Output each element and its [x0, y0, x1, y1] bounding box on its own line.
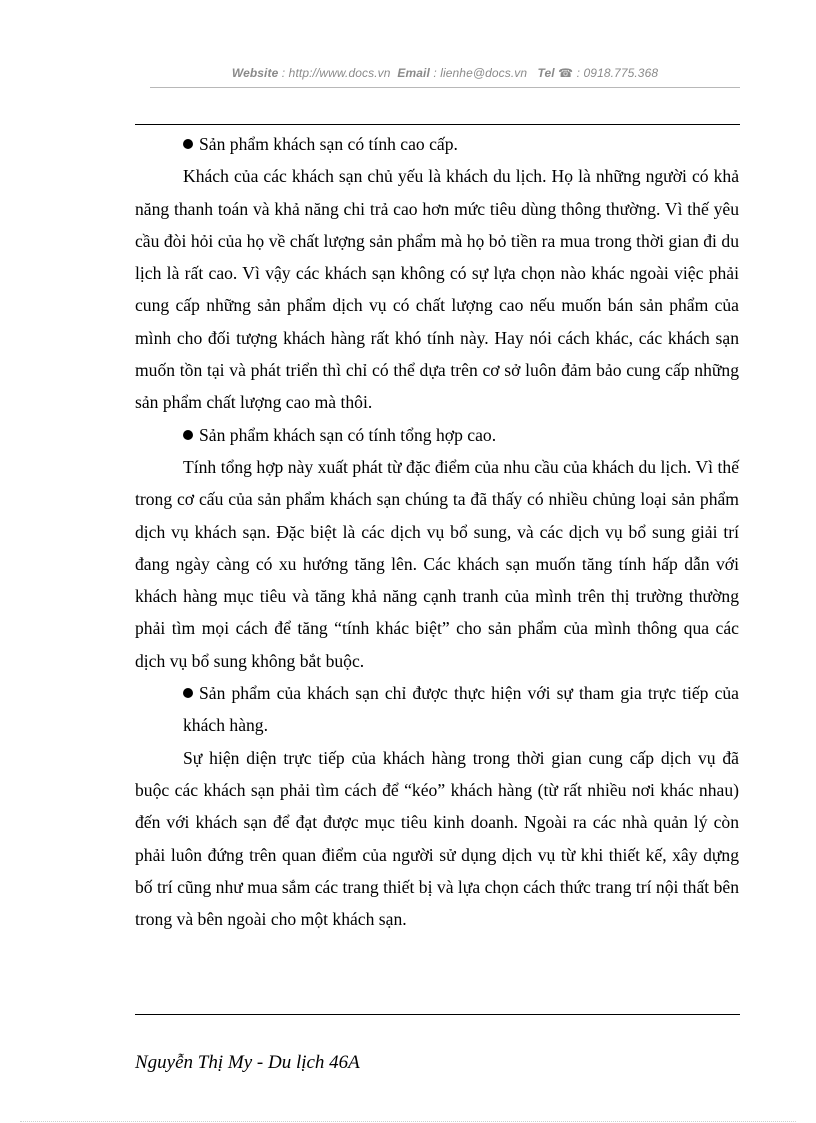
footer-rule: [135, 1014, 740, 1015]
content-top-rule: [135, 124, 740, 125]
website-separator: :: [278, 66, 289, 80]
website-label: Website: [231, 66, 279, 80]
bullet-dot-icon: [183, 688, 193, 698]
footer-author: Nguyễn Thị My - Du lịch 46A: [135, 1052, 360, 1073]
paragraph: Sự hiện diện trực tiếp của khách hàng trong thời gian cung cấp dịch vụ đã buộc các khách sạn phải tìm cách để “kéo” khách hàng (từ rất nhiều nơi khác nhau) đến với khách sạn để đạt được mục tiêu kinh doanh. Ngoài ra các nhà quản lý còn phải luôn đứng trên quan điểm của người sử dụng dịch vụ từ khi thiết kế, xây dựng bố trí cũng như mua sắm các trang thiết bị và lựa chọn cách thức trang trí nội thất bên trong và bên ngoài cho một khách sạn.: [135, 747, 739, 930]
tel-separator: :: [573, 66, 584, 80]
bullet-dot-icon: [183, 139, 193, 149]
bullet-text: Sản phẩm khách sạn có tính tổng hợp cao.: [199, 424, 497, 445]
email-separator: :: [429, 66, 441, 80]
tel-number: 0918.775.368: [583, 66, 659, 80]
paragraph: Tính tổng hợp này xuất phát từ đặc điểm của nhu cầu của khách du lịch. Vì thế trong cơ cấu của sản phẩm khách sạn chúng ta đã thấy có nhiều chủng loại sản phẩm dịch vụ khách sạn. Đặc biệt là các dịch vụ bổ sung, và các dịch vụ bổ sung giải trí đang ngày càng có xu hướng tăng lên. Các khách sạn muốn tăng tính hấp dẫn với khách hàng mục tiêu và tăng khả năng cạnh tranh của mình trên thị trường thường phải tìm mọi cách để tăng “tính khác biệt” cho sản phẩm của mình thông qua các dịch vụ bổ sung không bắt buộc.: [135, 456, 739, 671]
document-body: [135, 128, 739, 935]
email-address[interactable]: lienhe@docs.vn: [440, 66, 528, 80]
bullet-dot-icon: [183, 430, 193, 440]
header-divider: [150, 87, 740, 88]
email-label: Email: [397, 66, 430, 80]
website-header: [150, 66, 740, 80]
bullet-text: Sản phẩm của khách sạn chỉ được thực hiện với sự tham gia trực tiếp của khách hàng.: [183, 683, 739, 736]
bullet-text: Sản phẩm khách sạn có tính cao cấp.: [199, 134, 458, 154]
tel-label: Tel: [537, 66, 555, 80]
bullet-item: [135, 128, 739, 160]
phone-icon: ☎: [558, 66, 574, 80]
bullet-item: [135, 419, 739, 451]
paragraph: Khách của các khách sạn chủ yếu là khách du lịch. Họ là những người có khả năng thanh toán và khả năng chi trả cao hơn mức tiêu dùng thông thường. Vì thế yêu cầu đòi hỏi của họ về chất lượng sản phẩm mà họ bỏ tiền ra mua trong thời gian đi du lịch là rất cao. Vì vậy các khách sạn không có sự lựa chọn nào khác ngoài việc phải cung cấp những sản phẩm dịch vụ có chất lượng cao nếu muốn bán sản phẩm của mình cho đối tượng khách hàng rất khó tính này. Hay nói cách khác, các khách sạn muốn tồn tại và phát triển thì chỉ có thể dựa trên cơ sở luôn đảm bảo cung cấp những sản phẩm chất lượng cao mà thôi.: [135, 166, 739, 413]
page-edge-dots: [20, 1121, 796, 1122]
website-url[interactable]: http://www.docs.vn: [288, 66, 391, 80]
bullet-item: [135, 677, 739, 742]
